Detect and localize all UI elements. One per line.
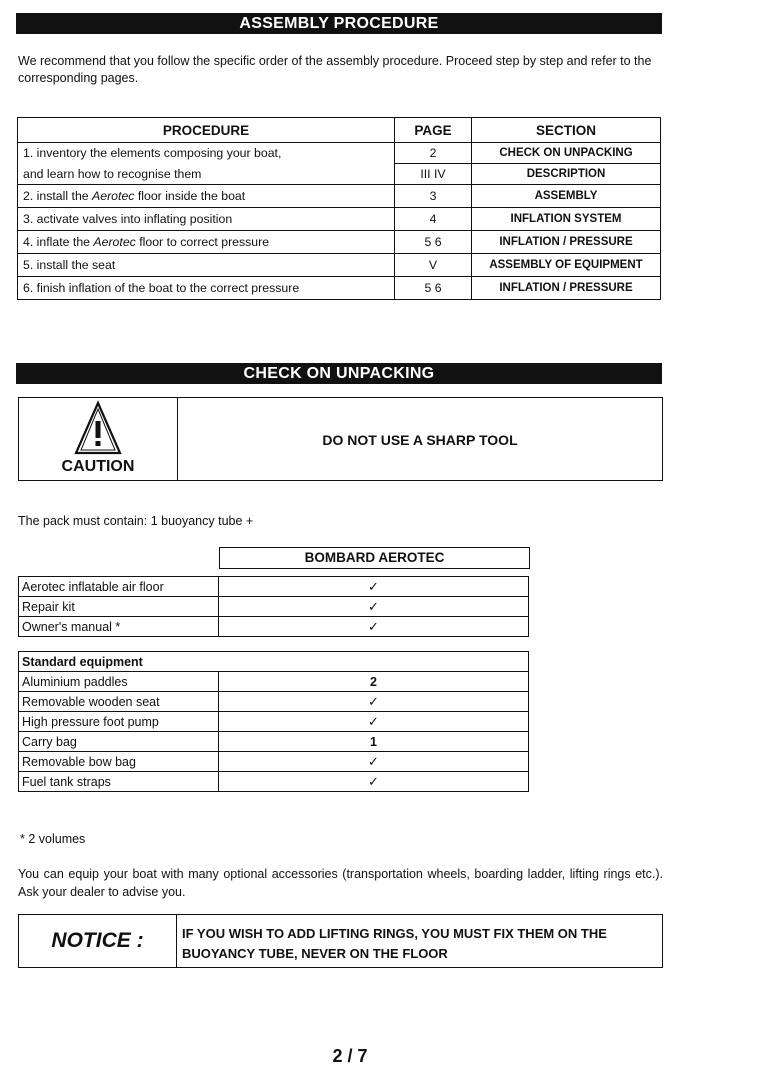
page-ref: III IV bbox=[395, 164, 472, 185]
header-section: SECTION bbox=[472, 118, 661, 143]
procedure-text: 4. inflate the bbox=[23, 235, 94, 249]
item-value: ✓ bbox=[219, 577, 529, 597]
procedure-step: 3. activate valves into inflating position bbox=[18, 208, 395, 231]
standard-equipment-header-blank bbox=[219, 652, 529, 672]
table-row bbox=[19, 692, 529, 712]
header-page: PAGE bbox=[395, 118, 472, 143]
included-items-table bbox=[18, 576, 529, 637]
page-ref: 2 bbox=[395, 143, 472, 164]
procedure-step bbox=[18, 231, 395, 254]
item-value: ✓ bbox=[219, 692, 529, 712]
table-row bbox=[19, 752, 529, 772]
page-ref: 3 bbox=[395, 185, 472, 208]
procedure-emphasis: Aerotec bbox=[93, 235, 136, 249]
procedure-step: and learn how to recognise them bbox=[18, 164, 395, 185]
procedure-table-header bbox=[18, 118, 661, 143]
table-row bbox=[18, 277, 661, 300]
section-ref: CHECK ON UNPACKING bbox=[472, 143, 661, 164]
item-value: ✓ bbox=[219, 712, 529, 732]
caution-box bbox=[18, 397, 663, 481]
notice-message: IF YOU WISH TO ADD LIFTING RINGS, YOU MUST FIX THEM ON THE BUOYANCY TUBE, NEVER ON THE FLOOR bbox=[182, 926, 607, 961]
table-row bbox=[19, 597, 529, 617]
item-name: Removable bow bag bbox=[19, 752, 219, 772]
table-row bbox=[19, 772, 529, 792]
caution-message: DO NOT USE A SHARP TOOL bbox=[322, 432, 518, 448]
table-row bbox=[19, 732, 529, 752]
page-ref: 5 6 bbox=[395, 277, 472, 300]
notice-box bbox=[18, 914, 663, 968]
item-value: 1 bbox=[219, 732, 529, 752]
notice-label: NOTICE : bbox=[19, 915, 177, 967]
section-ref: ASSEMBLY bbox=[472, 185, 661, 208]
standard-equipment-header: Standard equipment bbox=[19, 652, 219, 672]
item-value: ✓ bbox=[219, 752, 529, 772]
procedure-emphasis: Aerotec bbox=[92, 189, 135, 203]
page-ref: 5 6 bbox=[395, 231, 472, 254]
table-row bbox=[19, 672, 529, 692]
model-header: BOMBARD AEROTEC bbox=[219, 547, 530, 569]
table-row bbox=[19, 617, 529, 637]
procedure-text: 2. install the bbox=[23, 189, 93, 203]
check-on-unpacking-banner: CHECK ON UNPACKING bbox=[16, 363, 662, 384]
section-ref: ASSEMBLY OF EQUIPMENT bbox=[472, 254, 661, 277]
procedure-step bbox=[18, 185, 395, 208]
procedure-text: floor to correct pressure bbox=[135, 235, 270, 249]
page-number: 2 / 7 bbox=[332, 1046, 368, 1066]
item-value: ✓ bbox=[219, 597, 529, 617]
item-name: Owner's manual * bbox=[19, 617, 219, 637]
page-ref: 4 bbox=[395, 208, 472, 231]
item-value: 2 bbox=[219, 672, 529, 692]
accessories-text: You can equip your boat with many optional accessories (transportation wheels, boarding ladder, lifting rings etc.). Ask your dealer to advise you. bbox=[18, 867, 663, 899]
standard-equipment-header-row bbox=[19, 652, 529, 672]
table-row bbox=[18, 231, 661, 254]
table-row bbox=[18, 185, 661, 208]
section-ref: DESCRIPTION bbox=[472, 164, 661, 185]
section-ref: INFLATION / PRESSURE bbox=[472, 231, 661, 254]
item-name: Removable wooden seat bbox=[19, 692, 219, 712]
footnote: * 2 volumes bbox=[20, 832, 86, 846]
section-ref: INFLATION SYSTEM bbox=[472, 208, 661, 231]
warning-triangle-icon bbox=[73, 400, 123, 456]
procedure-step: 1. inventory the elements composing your boat, bbox=[18, 143, 395, 164]
item-name: Aerotec inflatable air floor bbox=[19, 577, 219, 597]
item-name: Carry bag bbox=[19, 732, 219, 752]
caution-label-cell bbox=[19, 398, 178, 480]
page-ref: V bbox=[395, 254, 472, 277]
pack-contents-text: The pack must contain: 1 buoyancy tube + bbox=[18, 514, 254, 528]
procedure-table bbox=[17, 117, 661, 300]
item-name: Fuel tank straps bbox=[19, 772, 219, 792]
table-row bbox=[19, 577, 529, 597]
procedure-step: 5. install the seat bbox=[18, 254, 395, 277]
caution-label: CAUTION bbox=[61, 458, 135, 475]
standard-equipment-table bbox=[18, 651, 529, 792]
table-row bbox=[18, 143, 661, 164]
item-value: ✓ bbox=[219, 772, 529, 792]
procedure-step: 6. finish inflation of the boat to the correct pressure bbox=[18, 277, 395, 300]
table-row bbox=[19, 712, 529, 732]
table-row bbox=[18, 254, 661, 277]
header-procedure: PROCEDURE bbox=[18, 118, 395, 143]
assembly-procedure-banner: ASSEMBLY PROCEDURE bbox=[16, 13, 662, 34]
table-row bbox=[18, 208, 661, 231]
table-row bbox=[18, 164, 661, 185]
item-name: High pressure foot pump bbox=[19, 712, 219, 732]
item-name: Repair kit bbox=[19, 597, 219, 617]
item-value: ✓ bbox=[219, 617, 529, 637]
assembly-intro-text: We recommend that you follow the specific order of the assembly procedure. Proceed step by step and refer to the corresponding pages. bbox=[18, 54, 652, 85]
procedure-text: floor inside the boat bbox=[134, 189, 246, 203]
item-name: Aluminium paddles bbox=[19, 672, 219, 692]
section-ref: INFLATION / PRESSURE bbox=[472, 277, 661, 300]
